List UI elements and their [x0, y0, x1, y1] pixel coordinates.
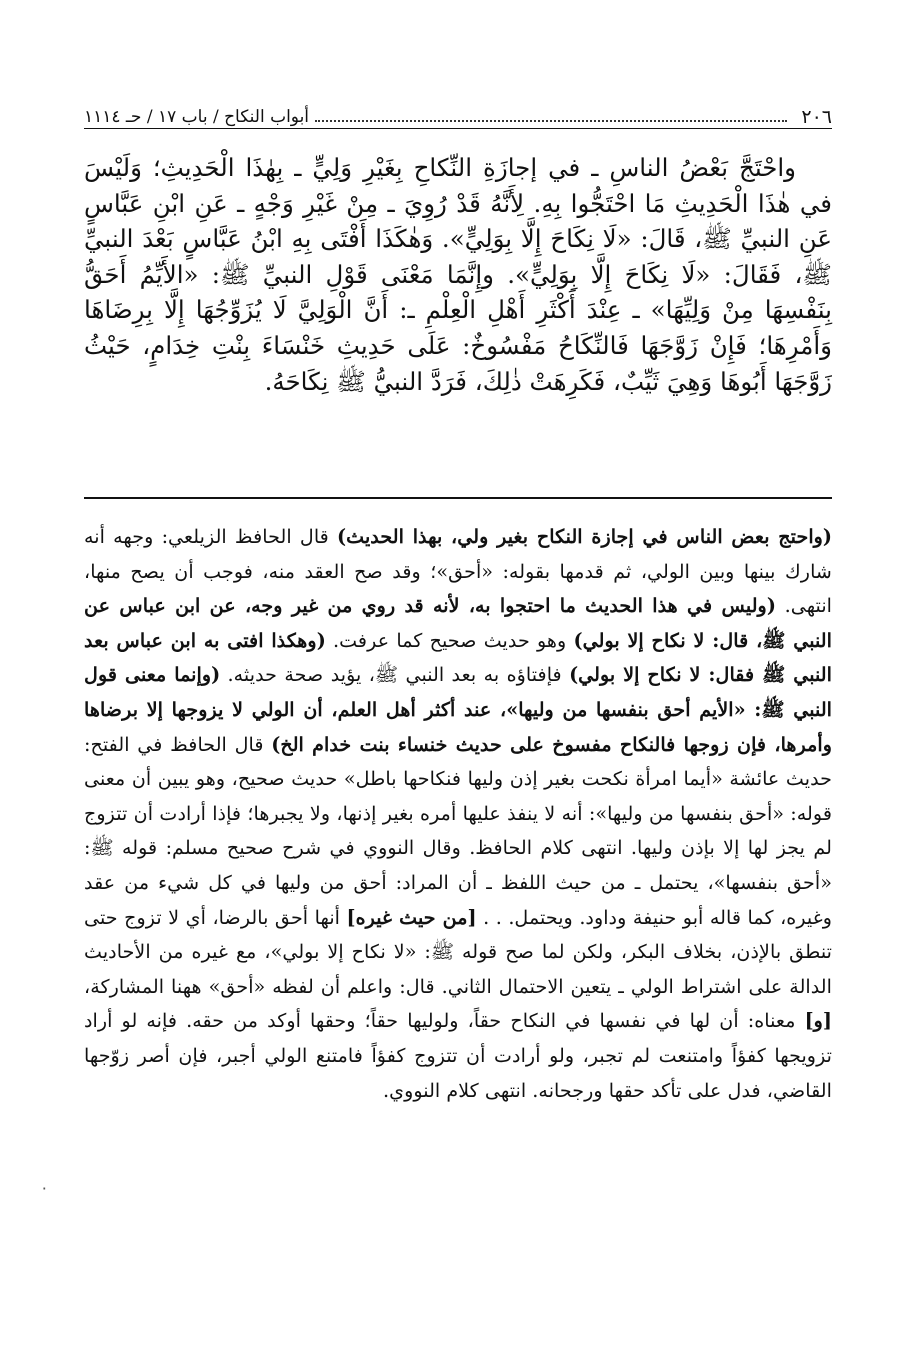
commentary-explanation: قال الحافظ الزيلعي: وجهه أنه شارك بينها وبين الولي، ثم قدمها بقوله: «أحق»؛ وقد صح العقد منه، فوجب أن يصح منها، انتهى.	[84, 525, 833, 618]
commentary-quote: (واحتج بعض الناس في إجازة النكاح بغير ولي، بهذا الحديث)	[337, 525, 832, 548]
page-header	[84, 94, 832, 129]
commentary-explanation: معناه: أن لها في نفسها في النكاح حقاً، ولوليها حقاً؛ وحقها أوكد من حقه. فإنه لو أراد تزويجها كفؤاً وامتنعت لم تجبر، ولو أرادت أن تتزوج كفؤاً فامتنع الولي أجبر، فإن أصر زوّجها القاضي، فدل على تأكد حقها ورجحانه. انتهى كلام النووي.	[84, 1009, 832, 1102]
commentary-explanation: أنها أحق بالرضا، أي لا تزوج حتى تنطق بالإذن، بخلاف البكر، ولكن لما صح قوله ﷺ: «لا نكاح إلا بولي»، مع غيره من الأحاديث الدالة على اشتراط الولي ـ يتعين الاحتمال الثاني. قال: واعلم أن لفظه «أحق» ههنا المشاركة،	[84, 905, 832, 998]
header-leader-dots	[315, 119, 787, 122]
footnote-separator	[84, 497, 832, 499]
commentary-quote: [من حيث غيره]	[346, 905, 477, 929]
commentary-quote: (وإنما معنى قول النبي ﷺ: «الأيم أحق بنفسها من وليها»، عند أكثر أهل العلم، أن الولي لا يزوجها إلا برضاها وأمرها، فإن زوجها فالنكاح مفسوخ على حديث خنساء بنت خدام الخ)	[84, 663, 832, 756]
hadith-main-text	[84, 150, 832, 399]
commentary-text	[84, 520, 832, 1108]
commentary-paragraph	[84, 520, 832, 1108]
commentary-quote: (وهكذا افتى به ابن عباس بعد النبي ﷺ فقال: لا نكاح إلا بولي)	[84, 628, 832, 687]
commentary-explanation: فإفتاؤه به بعد النبي ﷺ، يؤيد صحة حديثه.	[220, 663, 570, 687]
commentary-explanation: قال الحافظ في الفتح: حديث عائشة «أيما امرأة نكحت بغير إذن وليها فنكاحها باطل» حديث صحيح، وهو يبين أن معنى قوله: «أحق بنفسها من وليها»: أنه لا ينفذ عليها أمره بغير إذنها، ولا يجبرها؛ فإذا أرادت أن تتزوج لم يجز لها إلا بإذن وليها. انتهى كلام الحافظ. وقال النووي في شرح صحيح مسلم: قوله ﷺ: «أحق بنفسها»، يحتمل ـ من حيث اللفظ ـ أن المراد: أحق من وليها في كل شيء من عقد وغيره، كما قاله أبو حنيفة وداود. ويحتمل. . .	[84, 732, 833, 929]
margin-mark: ٠	[40, 1178, 49, 1197]
main-paragraph: واحْتَجَّ بَعْضُ الناسِ ـ في إجازَةِ النِّكاحِ بِغَيْرِ وَلِيٍّ ـ بِهٰذَا الْحَدِيثِ؛ وَلَيْسَ في هٰذَا الْحَدِيثِ مَا احْتَجُّوا بِهِ. لِأَنَّهُ قَدْ رُوِيَ ـ مِنْ غَيْرِ وَجْهٍ ـ عَنِ ابْنِ عَبَّاسٍ عَنِ النبيِّ ﷺ، قَالَ: «لَا نِكَاحَ إِلَّا بِوَلِيٍّ». وَهٰكَذَا أَفْتَى بِهِ ابْنُ عَبَّاسٍ بَعْدَ النبيِّ ﷺ، فَقَالَ: «لَا نِكَاحَ إِلَّا بِوَلِيٍّ». وإِنَّمَا مَعْنَى قَوْلِ النبيِّ ﷺ: «الأَيِّمُ أَحَقُّ بِنَفْسِهَا مِنْ وَلِيِّهَا» ـ عِنْدَ أَكْثَرِ أَهْلِ الْعِلْمِ ـ: أَنَّ الْوَلِيَّ لَا يُزَوِّجُهَا إِلَّا بِرِضَاهَا وَأَمْرِهَا؛ فَإِنْ زَوَّجَهَا فَالنِّكَاحُ مَفْسُوخٌ: عَلَى حَدِيثِ خَنْسَاءَ بِنْتِ خِدَامٍ، حَيْثُ زَوَّجَهَا أَبُوهَا وَهِيَ ثَيِّبٌ، فَكَرِهَتْ ذٰلِكَ، فَرَدَّ النبيُّ ﷺ نِكَاحَهُ.	[84, 153, 832, 396]
commentary-quote: [و]	[804, 1009, 832, 1033]
page-number: ٢٠٦	[801, 106, 832, 128]
commentary-explanation: وهو حديث صحيح كما عرفت.	[325, 628, 574, 652]
commentary-quote: (وليس في هذا الحديث ما احتجوا به، لأنه قد روي من غير وجه، عن ابن عباس عن النبي ﷺ، قال: لا نكاح إلا بولي)	[84, 594, 832, 652]
running-title: أبواب النكاح / باب ١٧ / حـ ١١١٤	[84, 107, 310, 127]
